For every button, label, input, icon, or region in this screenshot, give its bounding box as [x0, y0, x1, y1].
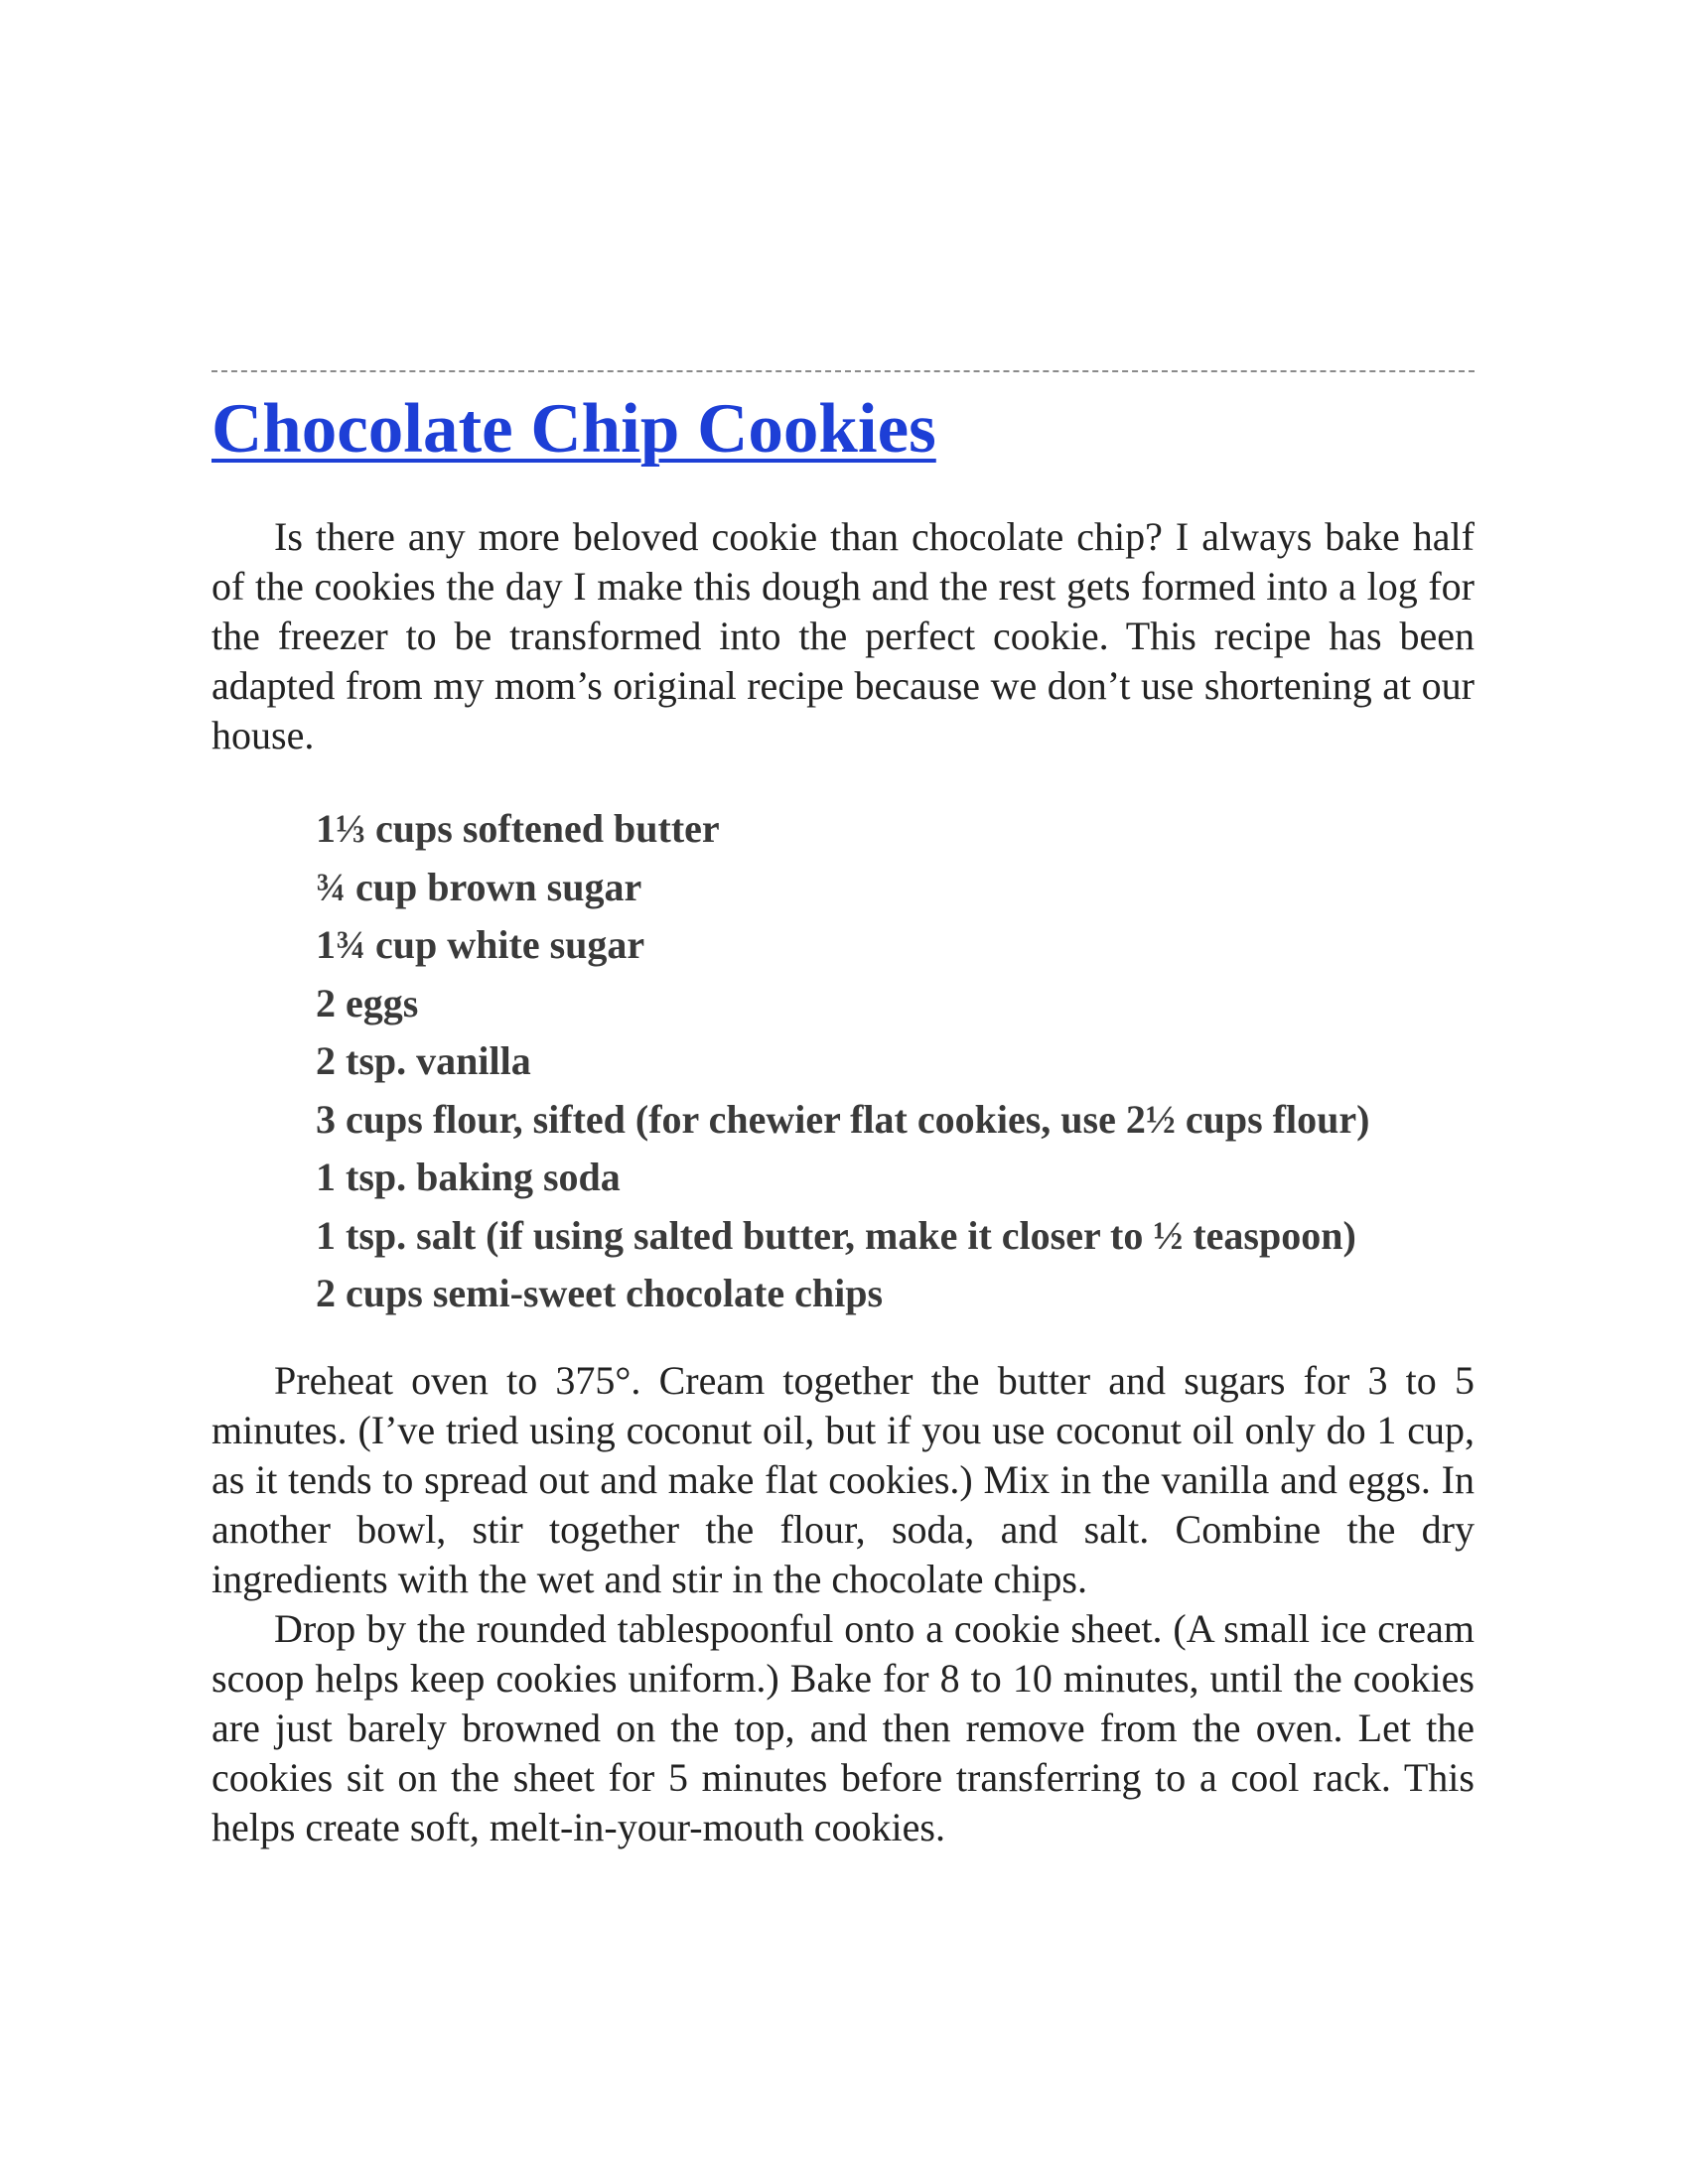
- instruction-paragraph: Preheat oven to 375°. Cream together the butter and sugars for 3 to 5 minutes. (I’ve tried using coconut oil, but if you use coconut oil only do 1 cup, as it tends to spread out and make flat cookies.) Mix in the vanilla and eggs. In another bowl, stir together the flour, soda, and salt. Combine the dry ingredients with the wet and stir in the chocolate chips.: [211, 1358, 1475, 1601]
- ingredient-item: 1⅓ cups softened butter: [316, 806, 720, 851]
- ingredient-item: 2 tsp. vanilla: [316, 1038, 531, 1083]
- ingredient-item: 1¾ cup white sugar: [316, 922, 645, 967]
- ingredient-item: 2 eggs: [316, 980, 419, 1025]
- ingredient-item: 2 cups semi-sweet chocolate chips: [316, 1271, 884, 1315]
- ingredient-list: [316, 800, 1369, 1323]
- instruction-paragraph: Drop by the rounded tablespoonful onto a cookie sheet. (A small ice cream scoop helps keep cookies uniform.) Bake for 8 to 10 minutes, until the cookies are just barely browned on the top, and then remove from the oven. Let the cookies sit on the sheet for 5 minutes before transferring to a cool rack. This helps create soft, melt-in-your-mouth cookies.: [211, 1606, 1475, 1849]
- recipe-title-link[interactable]: Chocolate Chip Cookies: [211, 390, 936, 468]
- ingredient-item: 3 cups flour, sifted (for chewier flat cookies, use 2½ cups flour): [316, 1096, 1370, 1142]
- ingredient-item: 1 tsp. baking soda: [316, 1155, 621, 1199]
- ingredient-item: 1 tsp. salt (if using salted butter, make it closer to ½ teaspoon): [316, 1212, 1356, 1258]
- ingredient-item: ¾ cup brown sugar: [316, 864, 642, 909]
- recipe-intro: Is there any more beloved cookie than chocolate chip? I always bake half of the cookies the day I make this dough and the rest gets formed into a log for the freezer to be transformed into the perfect cookie. This recipe has been adapted from my mom’s original recipe because we don’t use shortening at our house.: [211, 514, 1475, 757]
- section-divider: [211, 370, 1475, 372]
